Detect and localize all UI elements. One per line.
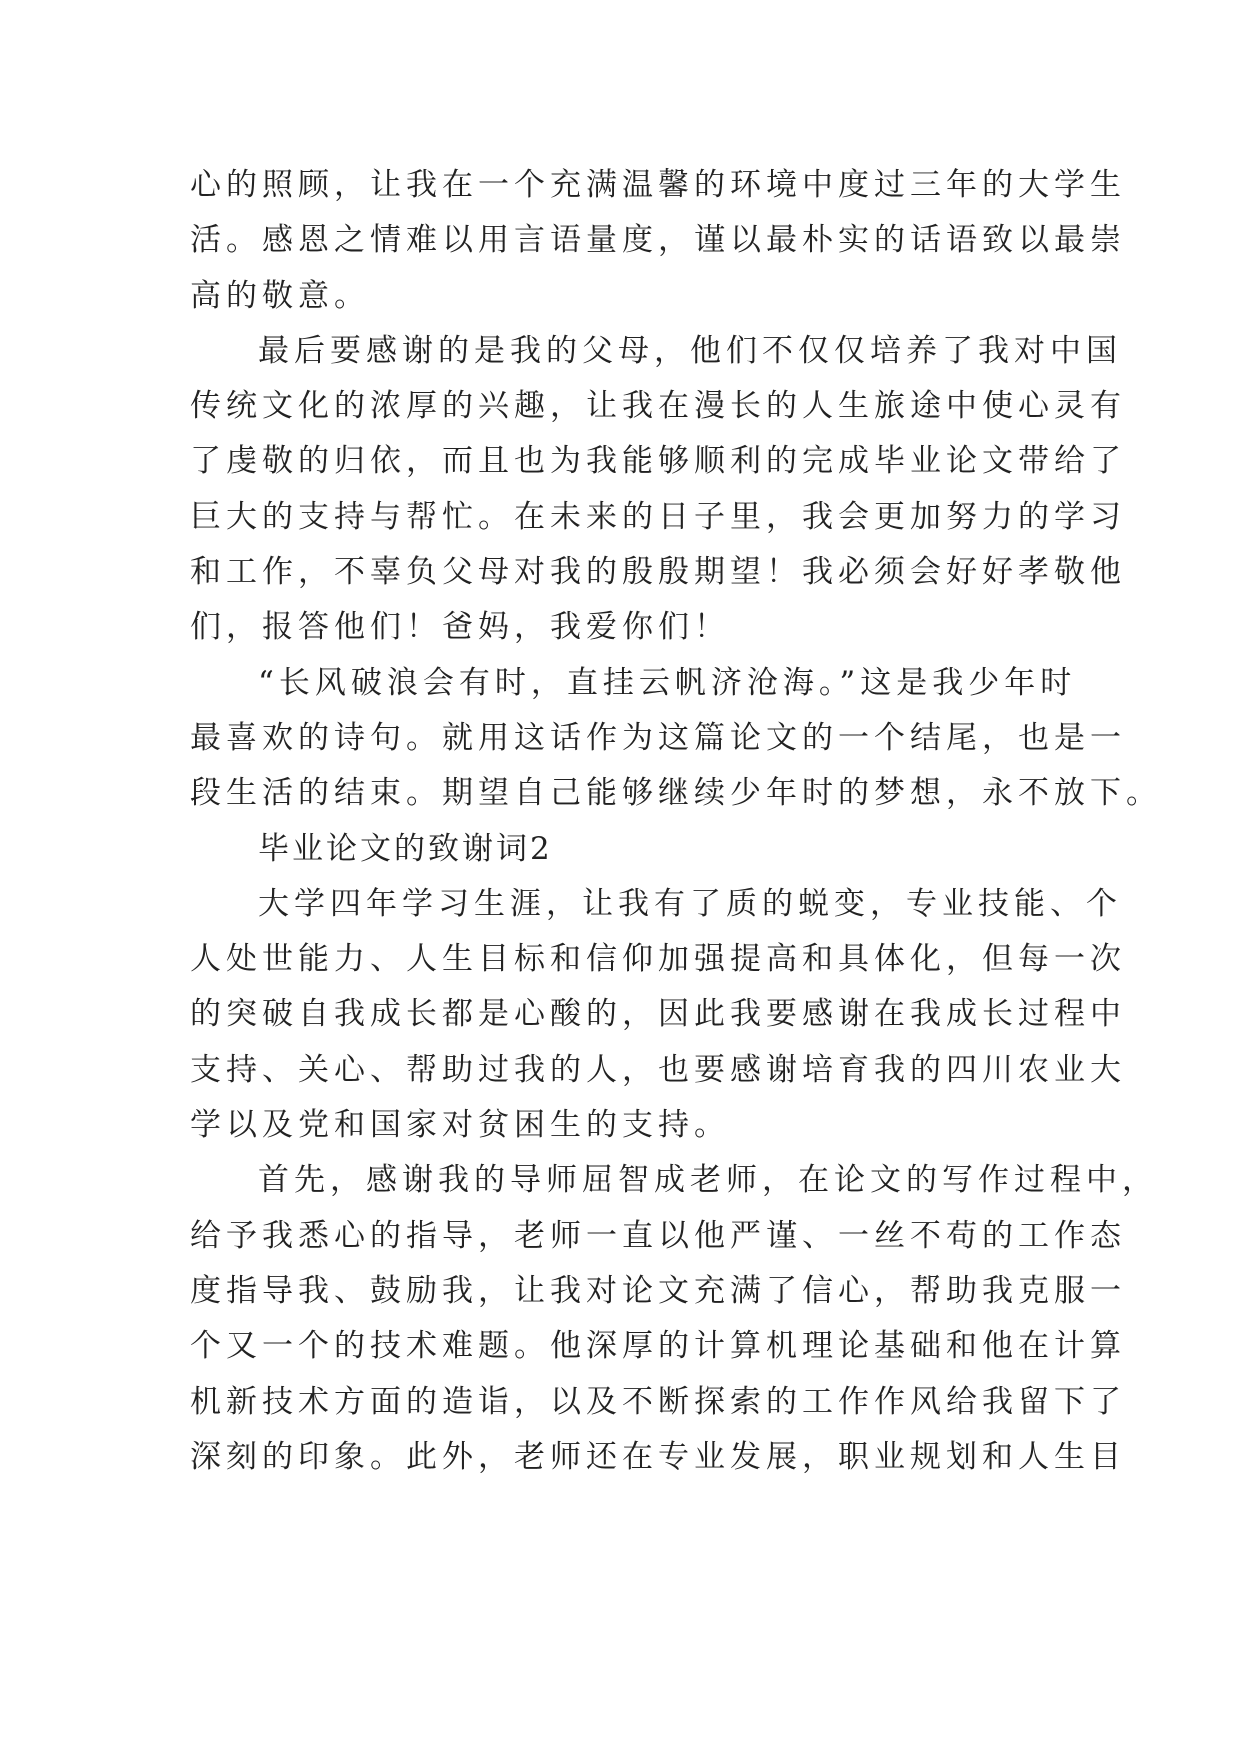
document-body — [190, 158, 1162, 1485]
text-line: 最后要感谢的是我的父母，他们不仅仅培养了我对中国 — [258, 332, 1122, 369]
text-line: 活。感恩之情难以用言语量度，谨以最朴实的话语致以最崇 — [190, 222, 1126, 259]
text-line: 人处世能力、人生目标和信仰加强提高和具体化，但每一次 — [190, 941, 1126, 978]
paragraph-thanks-advisor — [190, 1153, 1158, 1485]
text-line: “长风破浪会有时，直挂云帆济沧海。”这是我少年时 — [258, 664, 1077, 701]
text-line: 段生活的结束。期望自己能够继续少年时的梦想，永不放下。 — [190, 775, 1162, 812]
text-line: 和工作，不辜负父母对我的殷殷期望！我必须会好好孝敬他 — [190, 554, 1126, 591]
paragraph-gratitude-teachers-end — [190, 158, 1126, 324]
text-line: 最喜欢的诗句。就用这话作为这篇论文的一个结尾，也是一 — [190, 719, 1126, 756]
text-line: 个又一个的技术难题。他深厚的计算机理论基础和他在计算 — [190, 1328, 1126, 1365]
text-line: 传统文化的浓厚的兴趣，让我在漫长的人生旅途中使心灵有 — [190, 388, 1126, 425]
text-line: 学以及党和国家对贫困生的支持。 — [190, 1107, 730, 1144]
paragraph-poem-closing — [190, 656, 1162, 822]
text-line: 心的照顾，让我在一个充满温馨的环境中度过三年的大学生 — [190, 167, 1126, 203]
text-line: 度指导我、鼓励我，让我对论文充满了信心，帮助我克服一 — [190, 1272, 1126, 1309]
text-line: 巨大的支持与帮忙。在未来的日子里，我会更加努力的学习 — [190, 498, 1126, 535]
text-line: 深刻的印象。此外，老师还在专业发展，职业规划和人生目 — [190, 1438, 1126, 1475]
text-line: 大学四年学习生涯，让我有了质的蜕变，专业技能、个 — [258, 885, 1122, 922]
text-line: 给予我悉心的指导，老师一直以他严谨、一丝不苟的工作态 — [190, 1217, 1126, 1254]
text-line: 机新技术方面的造诣，以及不断探索的工作作风给我留下了 — [190, 1383, 1126, 1420]
text-line: 的突破自我成长都是心酸的，因此我要感谢在我成长过程中 — [190, 996, 1126, 1033]
paragraph-thanks-parents — [190, 324, 1126, 656]
section-heading — [190, 822, 1060, 877]
text-line: 们，报答他们！爸妈，我爱你们！ — [190, 609, 730, 646]
text-line: 首先，感谢我的导师屈智成老师，在论文的写作过程中， — [258, 1162, 1158, 1199]
paragraph-university-years — [190, 877, 1126, 1153]
text-line: 支持、关心、帮助过我的人，也要感谢培育我的四川农业大 — [190, 1051, 1126, 1088]
text-line: 高的敬意。 — [190, 277, 370, 314]
heading-text: 毕业论文的致谢词2 — [258, 830, 553, 867]
text-line: 了虔敬的归依，而且也为我能够顺利的完成毕业论文带给了 — [190, 443, 1126, 480]
